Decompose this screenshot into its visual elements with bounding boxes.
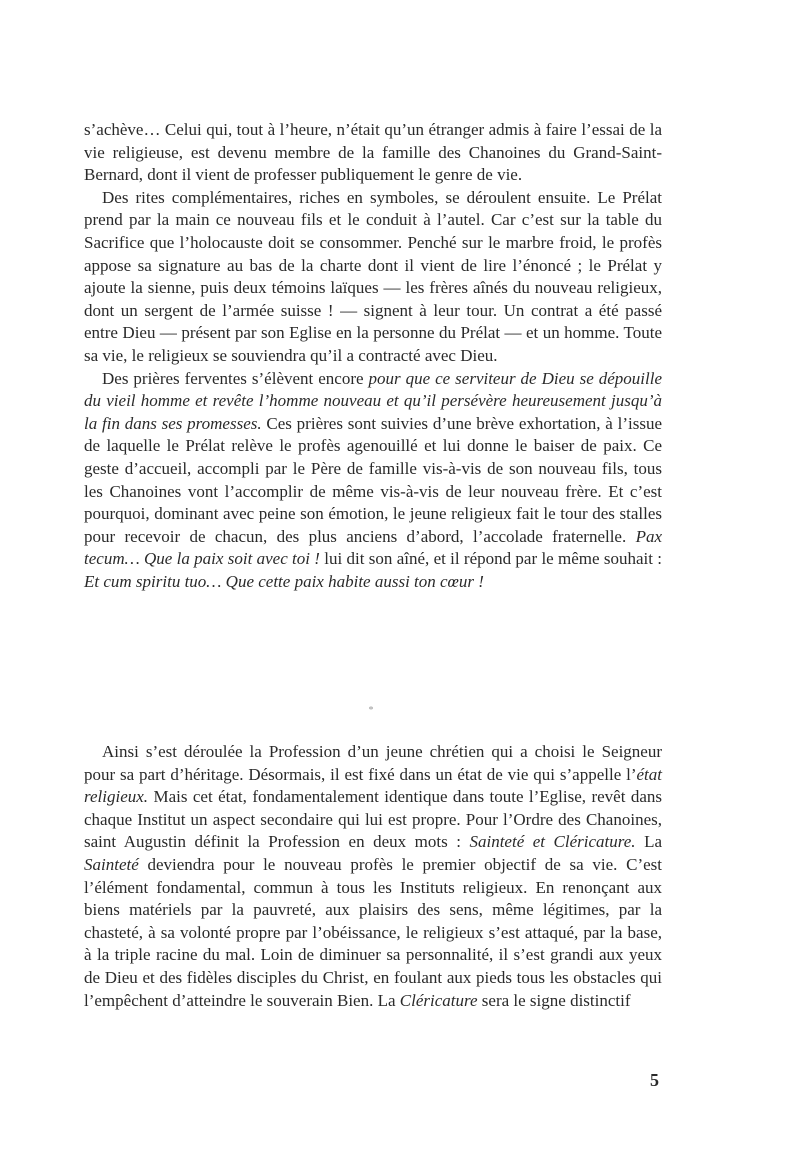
paragraph [84, 741, 662, 1012]
italic-text: Pax tecum… Que la paix soit avec toi ! [84, 526, 662, 569]
paragraph [84, 187, 662, 368]
body-text-bottom [84, 741, 662, 1012]
body-text-top [84, 119, 662, 593]
paragraph [84, 119, 662, 187]
italic-text: Sainteté et Cléricature. [469, 832, 636, 852]
italic-text: Sainteté [84, 854, 139, 874]
text-span: s’achève… Celui qui, tout à l’heure, n’était qu’un étranger admis à faire l’essai de la vie religieuse, est devenu membre de la famille des Chanoines du Grand-Saint-Bernard, dont il vient de professer publiquement le genre de vie. [84, 120, 662, 185]
text-span: Mais cet état, fondamentalement identique dans toute l’Eglise, revêt dans chaque Institut un aspect secondaire qui lui est propre. Pour l’Ordre des Chanoines, saint Augustin définit la Profession en deux mots : [84, 787, 662, 852]
text-span: Des prières ferventes s’élèvent encore [102, 368, 369, 388]
text-span: Des rites complémentaires, riches en symboles, se déroulent ensuite. Le Prélat prend par la main ce nouveau fils et le conduit à l’autel. Car c’est sur la table du Sacrifice que l’holocauste doit se consommer. Penché sur le marbre froid, le profès appose sa signature au bas de la charte dont il vient de lire l’énoncé ; le Prélat y ajoute la sienne, puis deux témoins laïques — les frères aînés du nouveau religieux, dont un sergent de l’armée suisse ! — signent à leur tour. Un contrat a été passé entre Dieu — présent par son Eglise en la personne du Prélat — et un homme. Toute sa vie, le religieux se souviendra qu’il a contracté avec Dieu. [84, 187, 662, 365]
italic-text: Cléricature [399, 990, 478, 1010]
text-span: sera le signe distinctif [477, 990, 631, 1010]
text-span: lui dit son aîné, et il répond par le même souhait : [319, 549, 663, 569]
paragraph [84, 368, 662, 594]
text-span: Ces prières sont suivies d’une brève exhortation, à l’issue de laquelle le Prélat relève le profès agenouillé et lui donne le baiser de paix. Ce geste d’accueil, accompli par le Père de famille vis-à-vis de son nouveau fils, tous les Chanoines vont l’accomplir de même vis-à-vis de leur nouveau frère. Et c’est pourquoi, dominant avec peine son émotion, le jeune religieux fait le tour des stalles pour recevoir de chacun, des plus anciens d’abord, l’accolade fraternelle. [84, 413, 662, 546]
text-span: La [635, 832, 662, 852]
text-span: Ainsi s’est déroulée la Profession d’un jeune chrétien qui a choisi le Seigneur pour sa part d’héritage. Désormais, il est fixé dans un état de vie qui s’appelle l’ [84, 742, 662, 784]
section-separator: * [368, 705, 374, 716]
page-number: 5 [650, 1070, 659, 1090]
italic-text: Et cum spiritu tuo… Que cette paix habite aussi ton cœur ! [84, 571, 484, 591]
italic-text: état religieux. [84, 764, 662, 807]
text-span: deviendra pour le nouveau profès le premier objectif de sa vie. C’est l’élément fondamental, commun à tous les Instituts religieux. En renonçant aux biens matériels par la pauvreté, aux plaisirs des sens, même légitimes, par la chasteté, à sa volonté propre par l’obéissance, le religieux s’est attaqué, par la base, à la triple racine du mal. Loin de diminuer sa personnalité, il s’est grandi aux yeux de Dieu et des fidèles disciples du Christ, en foulant aux pieds tous les obstacles qui l’empêchent d’atteindre le souverain Bien. La [84, 854, 662, 1010]
italic-text: pour que ce serviteur de Dieu se dépouille du vieil homme et revête l’homme nouveau et qu’il persévère heureusement jusqu’à la fin dans ses promesses. [84, 368, 662, 433]
